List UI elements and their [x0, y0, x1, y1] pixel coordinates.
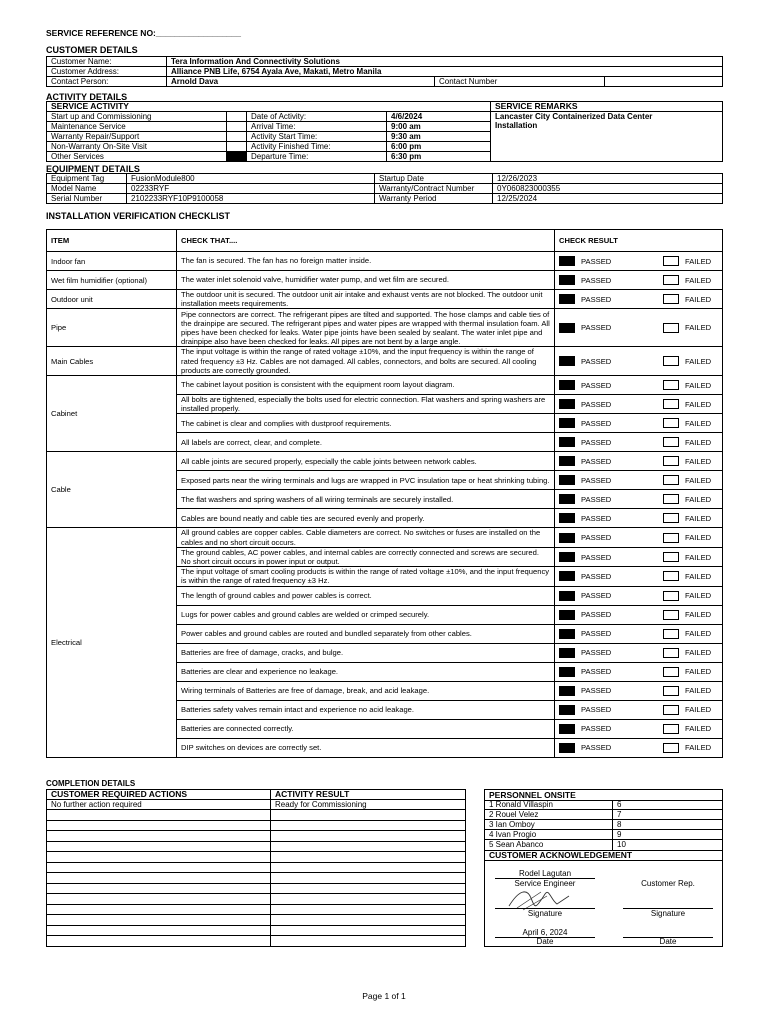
time-label: Arrival Time:: [247, 122, 387, 132]
checklist-check-text: DIP switches on devices are correctly set.: [177, 738, 555, 757]
failed-label: FAILED: [685, 648, 712, 658]
customer-date-label: Date: [659, 937, 677, 946]
checklist-check-text: Batteries are free of damage, cracks, and bulge.: [177, 643, 555, 662]
failed-checkbox[interactable]: [663, 475, 679, 485]
check-result-cell: [555, 738, 723, 757]
engineer-title: Service Engineer: [514, 879, 576, 888]
failed-checkbox[interactable]: [663, 399, 679, 409]
check-result-cell: [555, 605, 723, 624]
passed-checkbox[interactable]: [559, 724, 575, 734]
passed-label: PASSED: [581, 610, 612, 620]
checklist-check-text: Batteries are connected correctly.: [177, 719, 555, 738]
failed-checkbox[interactable]: [663, 456, 679, 466]
personnel-name: 4 Ivan Progio: [489, 830, 537, 839]
personnel-slot-number: 7: [617, 810, 622, 819]
personnel-name: 2 Rouel Velez: [489, 810, 539, 819]
passed-checkbox[interactable]: [559, 705, 575, 715]
model-name-label: Model Name: [47, 184, 127, 194]
passed-label: PASSED: [581, 294, 612, 304]
check-result-cell: [555, 509, 723, 528]
failed-label: FAILED: [685, 686, 712, 696]
passed-label: PASSED: [581, 437, 612, 447]
checklist-item-name: Pipe: [47, 309, 177, 347]
equipment-tag-value: FusionModule800: [127, 174, 375, 184]
engineer-date-value: April 6, 2024: [522, 928, 568, 937]
checklist-row: [47, 528, 723, 547]
activity-label: Non-Warranty On-Site Visit: [47, 142, 227, 152]
customer-details-title: CUSTOMER DETAILS: [46, 45, 138, 55]
personnel-name: 1 Ronald Villaspin: [489, 800, 553, 809]
activity-checkbox[interactable]: [227, 132, 247, 142]
passed-checkbox[interactable]: [559, 494, 575, 504]
customer-details-table: [46, 56, 723, 87]
checklist-check-text: Wiring terminals of Batteries are free of damage, break, and acid leakage.: [177, 681, 555, 700]
personnel-name: 3 Ian Omboy: [489, 820, 535, 829]
checklist-check-text: The ground cables, AC power cables, and internal cables are correctly connected and screws are secured. No short circuit occurs in power input or output.: [177, 547, 555, 566]
passed-checkbox[interactable]: [559, 475, 575, 485]
failed-label: FAILED: [685, 533, 712, 543]
customer-rep-title: Customer Rep.: [641, 879, 695, 888]
activity-result-value: Ready for Commissioning: [271, 800, 466, 810]
failed-checkbox[interactable]: [663, 513, 679, 523]
failed-checkbox[interactable]: [663, 533, 679, 543]
service-remarks-header: SERVICE REMARKS: [491, 102, 723, 112]
checklist-row: [47, 309, 723, 347]
checklist-col-check: CHECK THAT....: [177, 230, 555, 252]
personnel-header: PERSONNEL ONSITE: [489, 790, 576, 800]
personnel-row: [485, 840, 722, 850]
check-result-cell: [555, 290, 723, 309]
failed-label: FAILED: [685, 294, 712, 304]
checklist-check-text: The flat washers and spring washers of all wiring terminals are securely installed.: [177, 490, 555, 509]
personnel-row: [485, 820, 722, 830]
passed-checkbox[interactable]: [559, 437, 575, 447]
failed-checkbox[interactable]: [663, 256, 679, 266]
time-value: 6:30 pm: [387, 152, 491, 162]
checklist-title: INSTALLATION VERIFICATION CHECKLIST: [46, 211, 230, 221]
passed-label: PASSED: [581, 275, 612, 285]
failed-label: FAILED: [685, 380, 712, 390]
failed-label: FAILED: [685, 418, 712, 428]
check-result-cell: [555, 271, 723, 290]
checklist-check-text: All labels are correct, clear, and complete.: [177, 433, 555, 452]
checklist-row: [47, 271, 723, 290]
checklist-check-text: Exposed parts near the wiring terminals and lugs are wrapped in PVC insulation tape or heat shrinking tubing.: [177, 471, 555, 490]
checklist-row: [47, 452, 723, 471]
passed-label: PASSED: [581, 705, 612, 715]
activity-result-header: ACTIVITY RESULT: [271, 790, 466, 800]
passed-label: PASSED: [581, 356, 612, 366]
passed-label: PASSED: [581, 724, 612, 734]
passed-label: PASSED: [581, 571, 612, 581]
passed-checkbox[interactable]: [559, 686, 575, 696]
activity-details-table: [46, 101, 723, 162]
failed-checkbox[interactable]: [663, 275, 679, 285]
engineer-name: Rodel Lagutan: [518, 869, 572, 878]
customer-address-value: Alliance PNB Life, 6754 Ayala Ave, Makati, Metro Manila: [167, 67, 723, 77]
failed-label: FAILED: [685, 323, 712, 333]
check-result-cell: [555, 662, 723, 681]
passed-checkbox[interactable]: [559, 380, 575, 390]
checklist-check-text: The length of ground cables and power cables is correct.: [177, 586, 555, 605]
checklist-check-text: Batteries are clear and experience no leakage.: [177, 662, 555, 681]
passed-checkbox[interactable]: [559, 610, 575, 620]
failed-label: FAILED: [685, 437, 712, 447]
check-result-cell: [555, 309, 723, 347]
time-value: 9:00 am: [387, 122, 491, 132]
failed-label: FAILED: [685, 610, 712, 620]
required-action-value: No further action required: [47, 800, 271, 810]
failed-checkbox[interactable]: [663, 724, 679, 734]
failed-label: FAILED: [685, 705, 712, 715]
time-label: Departure Time:: [247, 152, 387, 162]
check-result-cell: [555, 252, 723, 271]
checklist-check-text: The fan is secured. The fan has no foreign matter inside.: [177, 252, 555, 271]
checklist-check-text: All ground cables are copper cables. Cable diameters are correct. No switches or fuses are installed on the cables and no short circuit occurs.: [177, 528, 555, 547]
checklist-item-name: Outdoor unit: [47, 290, 177, 309]
check-result-cell: [555, 624, 723, 643]
passed-label: PASSED: [581, 648, 612, 658]
service-activity-header: SERVICE ACTIVITY: [47, 102, 491, 112]
passed-label: PASSED: [581, 256, 612, 266]
checklist-check-text: Cables are bound neatly and cable ties are secured evenly and properly.: [177, 509, 555, 528]
passed-checkbox[interactable]: [559, 456, 575, 466]
passed-label: PASSED: [581, 380, 612, 390]
activity-label: Warranty Repair/Support: [47, 132, 227, 142]
checklist-check-text: The cabinet layout position is consistent with the equipment room layout diagram.: [177, 376, 555, 395]
failed-label: FAILED: [685, 743, 712, 753]
failed-checkbox[interactable]: [663, 323, 679, 333]
engineer-date-label: Date: [536, 937, 554, 946]
passed-label: PASSED: [581, 629, 612, 639]
checklist-check-text: The water inlet solenoid valve, humidifier water pump, and wet film are secured.: [177, 271, 555, 290]
passed-label: PASSED: [581, 456, 612, 466]
activity-details-title: ACTIVITY DETAILS: [46, 92, 128, 102]
passed-checkbox[interactable]: [559, 356, 575, 366]
failed-label: FAILED: [685, 667, 712, 677]
warranty-number-value: 0Y060823000355: [493, 184, 723, 194]
personnel-panel: [484, 789, 723, 947]
passed-label: PASSED: [581, 513, 612, 523]
checklist-check-text: The cabinet is clear and complies with dustproof requirements.: [177, 414, 555, 433]
passed-label: PASSED: [581, 686, 612, 696]
warranty-number-label: Warranty/Contract Number: [375, 184, 493, 194]
contact-person-value: Arnold Dava: [167, 77, 435, 87]
completion-table: [46, 789, 466, 947]
failed-label: FAILED: [685, 456, 712, 466]
checklist-check-text: Lugs for power cables and ground cables are welded or crimped securely.: [177, 605, 555, 624]
activity-checkbox[interactable]: [227, 122, 247, 132]
failed-checkbox[interactable]: [663, 591, 679, 601]
service-remarks-line2: Installation: [495, 121, 538, 130]
failed-checkbox[interactable]: [663, 705, 679, 715]
time-label: Activity Finished Time:: [247, 142, 387, 152]
failed-checkbox[interactable]: [663, 629, 679, 639]
checklist-check-text: The input voltage of smart cooling products is within the range of rated voltage ±10%, and the input frequency is within the range of rated frequency ±3 Hz.: [177, 567, 555, 586]
check-result-cell: [555, 681, 723, 700]
activity-label: Maintenance Service: [47, 122, 227, 132]
passed-checkbox[interactable]: [559, 533, 575, 543]
failed-checkbox[interactable]: [663, 743, 679, 753]
passed-label: PASSED: [581, 418, 612, 428]
serial-number-value: 2102233RYF10P9100058: [127, 194, 375, 204]
personnel-row: [485, 800, 722, 810]
checklist-row: [47, 252, 723, 271]
serial-number-label: Serial Number: [47, 194, 127, 204]
passed-label: PASSED: [581, 667, 612, 677]
service-reference-label: SERVICE REFERENCE NO:__________________: [46, 28, 241, 38]
service-remarks-line1: Lancaster City Containerized Data Center: [495, 112, 653, 121]
check-result-cell: [555, 567, 723, 586]
passed-checkbox[interactable]: [559, 323, 575, 333]
failed-checkbox[interactable]: [663, 686, 679, 696]
checklist-item-name: Indoor fan: [47, 252, 177, 271]
time-value: 4/6/2024: [387, 112, 491, 122]
failed-checkbox[interactable]: [663, 571, 679, 581]
check-result-cell: [555, 433, 723, 452]
passed-label: PASSED: [581, 552, 612, 562]
checklist-check-text: All cable joints are secured properly, especially the cable joints between network cables.: [177, 452, 555, 471]
check-result-cell: [555, 719, 723, 738]
failed-checkbox[interactable]: [663, 356, 679, 366]
activity-label: Other Services: [47, 152, 227, 162]
checklist-item-name: Wet film humidifier (optional): [47, 271, 177, 290]
failed-label: FAILED: [685, 399, 712, 409]
failed-label: FAILED: [685, 513, 712, 523]
passed-checkbox[interactable]: [559, 648, 575, 658]
checklist-table: [46, 229, 723, 758]
passed-checkbox[interactable]: [559, 256, 575, 266]
failed-checkbox[interactable]: [663, 380, 679, 390]
failed-checkbox[interactable]: [663, 494, 679, 504]
warranty-period-value: 12/25/2024: [493, 194, 723, 204]
check-result-cell: [555, 471, 723, 490]
check-result-cell: [555, 490, 723, 509]
checklist-item-name: Cabinet: [47, 376, 177, 452]
time-value: 9:30 am: [387, 132, 491, 142]
activity-label: Start up and Commissioning: [47, 112, 227, 122]
personnel-name: 5 Sean Abanco: [489, 840, 544, 849]
contact-person-label: Contact Person:: [47, 77, 167, 87]
customer-address-label: Customer Address:: [47, 67, 167, 77]
passed-checkbox[interactable]: [559, 552, 575, 562]
passed-checkbox[interactable]: [559, 667, 575, 677]
passed-checkbox[interactable]: [559, 275, 575, 285]
activity-checkbox[interactable]: [227, 142, 247, 152]
passed-checkbox[interactable]: [559, 513, 575, 523]
customer-signature-label: Signature: [650, 909, 686, 918]
completion-details-title: COMPLETION DETAILS: [46, 779, 136, 788]
failed-label: FAILED: [685, 629, 712, 639]
failed-label: FAILED: [685, 571, 712, 581]
passed-label: PASSED: [581, 323, 612, 333]
engineer-signature-label: Signature: [527, 909, 563, 918]
failed-checkbox[interactable]: [663, 552, 679, 562]
failed-checkbox[interactable]: [663, 418, 679, 428]
failed-label: FAILED: [685, 256, 712, 266]
checklist-check-text: Batteries safety valves remain intact and experience no acid leakage.: [177, 700, 555, 719]
warranty-period-label: Warranty Period: [375, 194, 493, 204]
check-result-cell: [555, 414, 723, 433]
check-result-cell: [555, 376, 723, 395]
activity-checkbox[interactable]: [227, 112, 247, 122]
personnel-slot-number: 10: [617, 840, 626, 849]
personnel-row: [485, 810, 722, 820]
startup-date-value: 12/26/2023: [493, 174, 723, 184]
checklist-row: [47, 347, 723, 376]
checklist-check-text: Pipe connectors are correct. The refrigerant pipes are tilted and supported. The hose clamps and cable ties of the drainpipe are secured. The refrigerant pipes and water pipes are wrapped with thermal insulation foam. All pipes have been checked for leaks. Water pipe joints have been sealed by sealant. The water inlet pipe and drainpipe also have been checked for leaks. All pipes are not bent by a large angle.: [177, 309, 555, 347]
failed-label: FAILED: [685, 724, 712, 734]
failed-label: FAILED: [685, 475, 712, 485]
passed-checkbox[interactable]: [559, 743, 575, 753]
passed-label: PASSED: [581, 591, 612, 601]
checklist-check-text: Power cables and ground cables are routed and bundled separately from other cables.: [177, 624, 555, 643]
customer-name-value: Tera Information And Connectivity Solutions: [167, 57, 723, 67]
failed-label: FAILED: [685, 494, 712, 504]
passed-checkbox[interactable]: [559, 571, 575, 581]
checklist-item-name: Cable: [47, 452, 177, 528]
checklist-check-text: The outdoor unit is secured. The outdoor unit air intake and exhaust vents are not blocked. The outdoor unit installation meets requirements.: [177, 290, 555, 309]
page-number: Page 1 of 1: [362, 991, 406, 1001]
checklist-check-text: The input voltage is within the range of rated voltage ±10%, and the input frequency is within the range of rated frequency ±3 Hz. Cables are not damaged. All cables, connectors, and bolts are secured. All cooling products are correctly grounded.: [177, 347, 555, 376]
personnel-slot-number: 8: [617, 820, 622, 829]
equipment-details-table: [46, 173, 723, 204]
required-actions-header: CUSTOMER REQUIRED ACTIONS: [47, 790, 271, 800]
failed-checkbox[interactable]: [663, 648, 679, 658]
model-name-value: 02233RYF: [127, 184, 375, 194]
personnel-row: [485, 830, 722, 840]
time-label: Date of Activity:: [247, 112, 387, 122]
checklist-item-name: Electrical: [47, 528, 177, 757]
check-result-cell: [555, 452, 723, 471]
contact-number-value: [605, 77, 723, 87]
passed-label: PASSED: [581, 533, 612, 543]
acknowledgement-header: CUSTOMER ACKNOWLEDGEMENT: [489, 850, 633, 860]
passed-checkbox[interactable]: [559, 418, 575, 428]
equipment-details-title: EQUIPMENT DETAILS: [46, 164, 140, 174]
checklist-row: [47, 376, 723, 395]
failed-checkbox[interactable]: [663, 294, 679, 304]
check-result-cell: [555, 395, 723, 414]
passed-label: PASSED: [581, 743, 612, 753]
failed-label: FAILED: [685, 591, 712, 601]
passed-checkbox[interactable]: [559, 399, 575, 409]
customer-name-label: Customer Name:: [47, 57, 167, 67]
check-result-cell: [555, 528, 723, 547]
time-label: Activity Start Time:: [247, 132, 387, 142]
check-result-cell: [555, 643, 723, 662]
time-value: 6:00 pm: [387, 142, 491, 152]
activity-checkbox-checked[interactable]: [227, 152, 247, 162]
failed-label: FAILED: [685, 552, 712, 562]
check-result-cell: [555, 586, 723, 605]
contact-number-label: Contact Number: [435, 77, 605, 87]
checklist-check-text: All bolts are tightened, especially the bolts used for electric connection. Flat washers and spring washers are installed properly.: [177, 395, 555, 414]
checklist-row: [47, 290, 723, 309]
passed-label: PASSED: [581, 475, 612, 485]
passed-label: PASSED: [581, 399, 612, 409]
check-result-cell: [555, 700, 723, 719]
startup-date-label: Startup Date: [375, 174, 493, 184]
passed-label: PASSED: [581, 494, 612, 504]
passed-checkbox[interactable]: [559, 294, 575, 304]
failed-label: FAILED: [685, 275, 712, 285]
equipment-tag-label: Equipment Tag: [47, 174, 127, 184]
personnel-slot-number: 9: [617, 830, 622, 839]
failed-checkbox[interactable]: [663, 610, 679, 620]
check-result-cell: [555, 547, 723, 566]
failed-checkbox[interactable]: [663, 437, 679, 447]
check-result-cell: [555, 347, 723, 376]
failed-checkbox[interactable]: [663, 667, 679, 677]
checklist-col-item: ITEM: [47, 230, 177, 252]
personnel-slot-number: 6: [617, 800, 622, 809]
checklist-col-result: CHECK RESULT: [555, 230, 723, 252]
passed-checkbox[interactable]: [559, 591, 575, 601]
checklist-item-name: Main Cables: [47, 347, 177, 376]
failed-label: FAILED: [685, 356, 712, 366]
passed-checkbox[interactable]: [559, 629, 575, 639]
